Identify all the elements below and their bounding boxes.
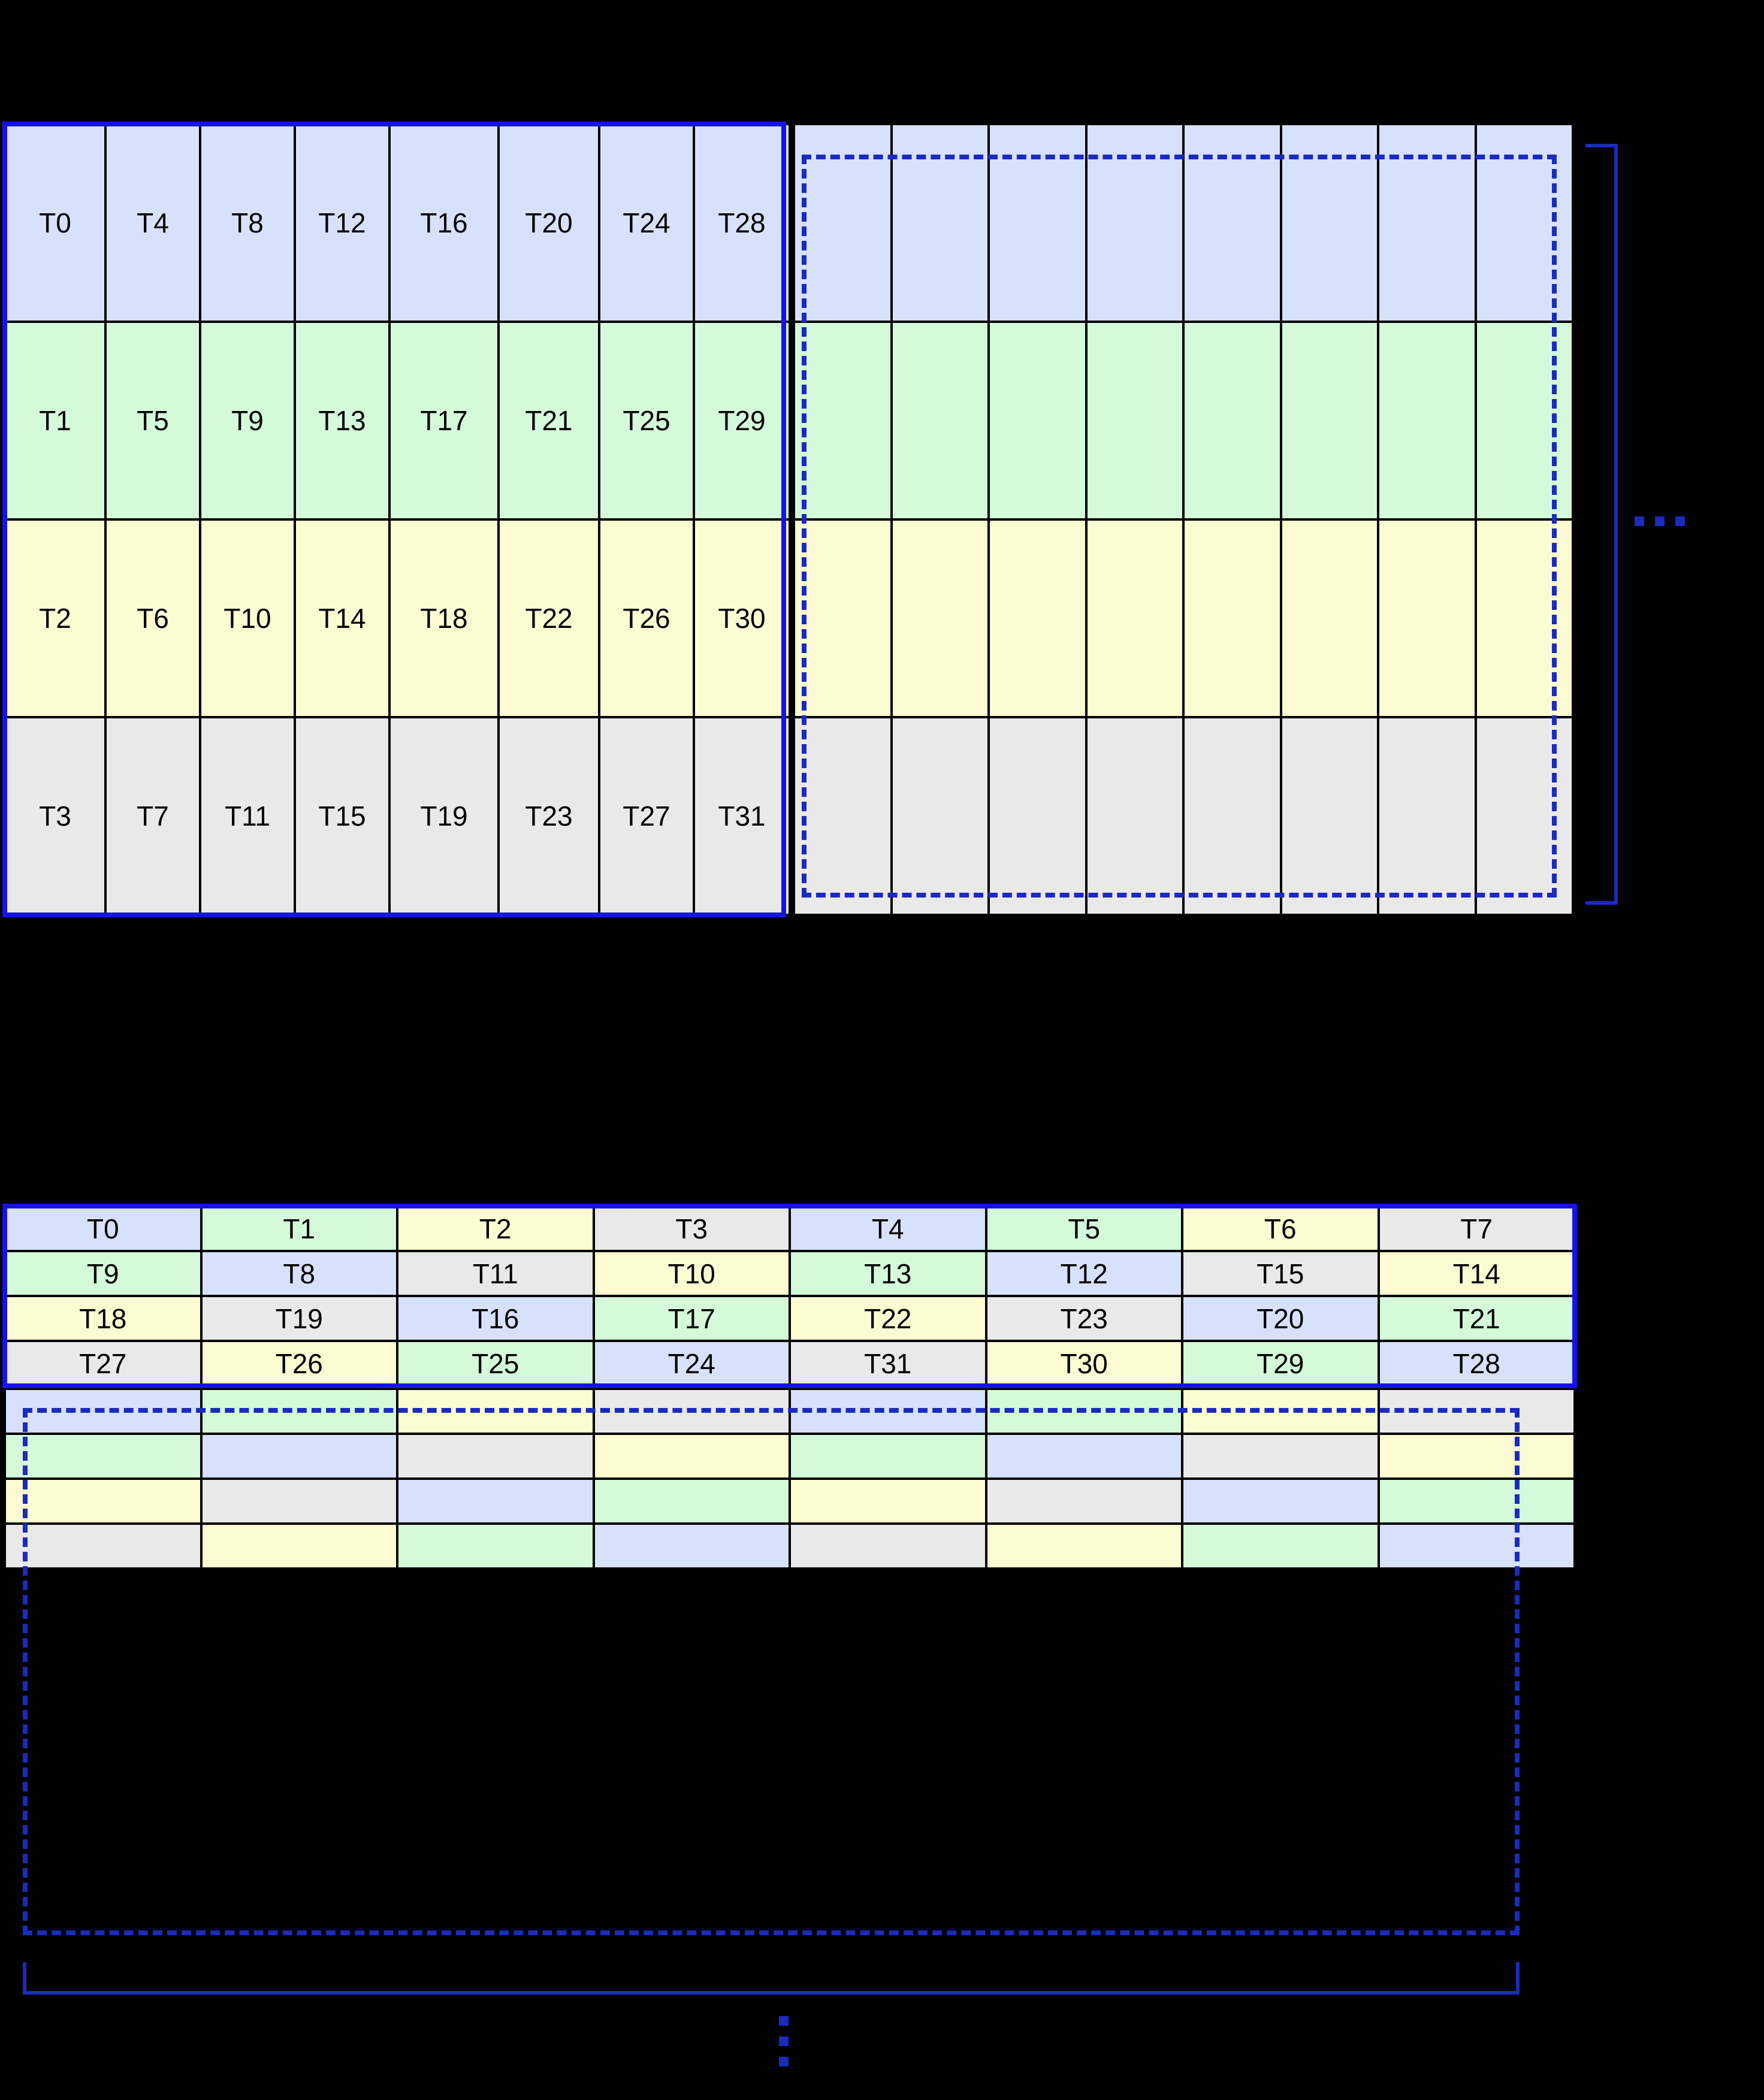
- grid-cell: [986, 1434, 1183, 1479]
- bottom-upper-grid: [5, 1206, 1575, 1386]
- grid-cell: T3: [594, 1206, 790, 1251]
- grid-cell: T12: [986, 1251, 1183, 1296]
- grid-cell: T14: [295, 519, 389, 717]
- grid-cell: T27: [599, 717, 694, 915]
- bottom-lower-grid: [5, 1389, 1575, 1569]
- grid-cell: T16: [389, 124, 499, 322]
- grid-cell: [1086, 124, 1184, 322]
- grid-cell: [1182, 1434, 1379, 1479]
- grid-cell: [892, 717, 989, 915]
- grid-cell: [892, 322, 989, 519]
- grid-cell: T20: [499, 124, 599, 322]
- grid-cell: [594, 1479, 790, 1524]
- grid-cell: [1281, 322, 1379, 519]
- grid-cell: [794, 519, 892, 717]
- grid-cell: T21: [499, 322, 599, 519]
- grid-cell: [1086, 322, 1184, 519]
- grid-cell: T25: [397, 1341, 594, 1386]
- grid-cell: [5, 1524, 201, 1569]
- grid-cell: T28: [1379, 1341, 1575, 1386]
- grid-cell: [1379, 1434, 1575, 1479]
- top-left-grid: [5, 124, 784, 915]
- grid-cell: T13: [295, 322, 389, 519]
- grid-cell: T9: [5, 1251, 201, 1296]
- grid-cell: T0: [5, 1206, 201, 1251]
- dot: [1655, 516, 1665, 526]
- grid-cell: [794, 717, 892, 915]
- grid-cell: [1086, 717, 1184, 915]
- grid-cell: T6: [105, 519, 200, 717]
- grid-cell: [1476, 519, 1573, 717]
- grid-cell: [892, 519, 989, 717]
- grid-cell: [892, 124, 989, 322]
- grid-cell: [1476, 322, 1573, 519]
- grid-cell: T22: [499, 519, 599, 717]
- grid-cell: T30: [986, 1341, 1183, 1386]
- grid-cell: T8: [201, 1251, 398, 1296]
- grid-cell: T23: [986, 1296, 1183, 1341]
- grid-cell: [989, 124, 1086, 322]
- grid-cell: T28: [694, 124, 790, 322]
- grid-cell: [1379, 1524, 1575, 1569]
- grid-cell: [1378, 124, 1476, 322]
- grid-cell: [1183, 519, 1281, 717]
- grid-cell: T10: [594, 1251, 790, 1296]
- grid-cell: [1086, 519, 1184, 717]
- grid-cell: [790, 1434, 986, 1479]
- grid-cell: [1281, 124, 1379, 322]
- grid-cell: T9: [200, 322, 295, 519]
- grid-cell: T24: [594, 1341, 790, 1386]
- grid-cell: [986, 1524, 1183, 1569]
- grid-cell: [1183, 717, 1281, 915]
- grid-cell: [5, 1434, 201, 1479]
- dot: [779, 2036, 789, 2046]
- grid-cell: T7: [1379, 1206, 1575, 1251]
- grid-cell: [1183, 124, 1281, 322]
- grid-cell: [1379, 1479, 1575, 1524]
- grid-cell: [794, 124, 892, 322]
- grid-cell: [986, 1389, 1183, 1434]
- bottom-continuation-bracket: [23, 1962, 1520, 1995]
- grid-cell: T18: [389, 519, 499, 717]
- grid-cell: [790, 1389, 986, 1434]
- grid-cell: T10: [200, 519, 295, 717]
- grid-cell: [1182, 1479, 1379, 1524]
- grid-cell: T5: [986, 1206, 1183, 1251]
- grid-cell: [397, 1524, 594, 1569]
- grid-cell: T8: [200, 124, 295, 322]
- grid-cell: [989, 322, 1086, 519]
- grid-cell: T19: [201, 1296, 398, 1341]
- grid-cell: T7: [105, 717, 200, 915]
- grid-cell: T0: [5, 124, 105, 322]
- grid-cell: [1378, 519, 1476, 717]
- grid-cell: [1476, 717, 1573, 915]
- grid-cell: [594, 1389, 790, 1434]
- grid-cell: [790, 1479, 986, 1524]
- grid-cell: T21: [1379, 1296, 1575, 1341]
- grid-cell: T23: [499, 717, 599, 915]
- grid-cell: T26: [599, 519, 694, 717]
- grid-cell: T2: [5, 519, 105, 717]
- grid-cell: [1182, 1389, 1379, 1434]
- right-continuation-bracket: [1585, 144, 1618, 905]
- grid-cell: T6: [1182, 1206, 1379, 1251]
- grid-cell: T29: [694, 322, 790, 519]
- grid-cell: T17: [389, 322, 499, 519]
- grid-cell: T25: [599, 322, 694, 519]
- grid-cell: [794, 322, 892, 519]
- grid-cell: T20: [1182, 1296, 1379, 1341]
- grid-cell: [201, 1479, 398, 1524]
- grid-cell: [1378, 322, 1476, 519]
- grid-cell: T16: [397, 1296, 594, 1341]
- dot: [779, 2057, 789, 2066]
- grid-cell: [1183, 322, 1281, 519]
- dot: [779, 2016, 789, 2026]
- grid-cell: [1379, 1389, 1575, 1434]
- grid-cell: T12: [295, 124, 389, 322]
- grid-cell: [594, 1524, 790, 1569]
- right-continuation-dots: [1635, 516, 1685, 526]
- grid-cell: T1: [201, 1206, 398, 1251]
- grid-cell: T22: [790, 1296, 986, 1341]
- grid-cell: [1378, 717, 1476, 915]
- grid-cell: T18: [5, 1296, 201, 1341]
- grid-cell: T15: [1182, 1251, 1379, 1296]
- grid-cell: T4: [790, 1206, 986, 1251]
- grid-cell: T31: [790, 1341, 986, 1386]
- grid-cell: T5: [105, 322, 200, 519]
- grid-cell: T3: [5, 717, 105, 915]
- grid-cell: [201, 1434, 398, 1479]
- grid-cell: T14: [1379, 1251, 1575, 1296]
- grid-cell: T11: [200, 717, 295, 915]
- grid-cell: T30: [694, 519, 790, 717]
- grid-cell: T19: [389, 717, 499, 915]
- grid-cell: T11: [397, 1251, 594, 1296]
- grid-cell: [5, 1479, 201, 1524]
- grid-cell: T26: [201, 1341, 398, 1386]
- grid-cell: [201, 1524, 398, 1569]
- top-right-grid: [794, 124, 1573, 915]
- grid-cell: [397, 1389, 594, 1434]
- grid-cell: [1281, 717, 1379, 915]
- grid-cell: T2: [397, 1206, 594, 1251]
- grid-cell: [989, 717, 1086, 915]
- grid-cell: T1: [5, 322, 105, 519]
- grid-cell: T17: [594, 1296, 790, 1341]
- grid-cell: [1281, 519, 1379, 717]
- grid-cell: T29: [1182, 1341, 1379, 1386]
- grid-cell: T13: [790, 1251, 986, 1296]
- grid-cell: [1182, 1524, 1379, 1569]
- grid-cell: T31: [694, 717, 790, 915]
- grid-cell: [397, 1479, 594, 1524]
- grid-cell: [790, 1524, 986, 1569]
- grid-cell: [594, 1434, 790, 1479]
- grid-cell: [201, 1389, 398, 1434]
- grid-cell: T4: [105, 124, 200, 322]
- grid-cell: [1476, 124, 1573, 322]
- dot: [1675, 516, 1685, 526]
- bottom-continuation-dots: [779, 2016, 789, 2066]
- grid-cell: T24: [599, 124, 694, 322]
- grid-cell: [5, 1389, 201, 1434]
- dot: [1635, 516, 1644, 526]
- grid-cell: [986, 1479, 1183, 1524]
- grid-cell: T15: [295, 717, 389, 915]
- grid-cell: [397, 1434, 594, 1479]
- grid-cell: T27: [5, 1341, 201, 1386]
- grid-cell: [989, 519, 1086, 717]
